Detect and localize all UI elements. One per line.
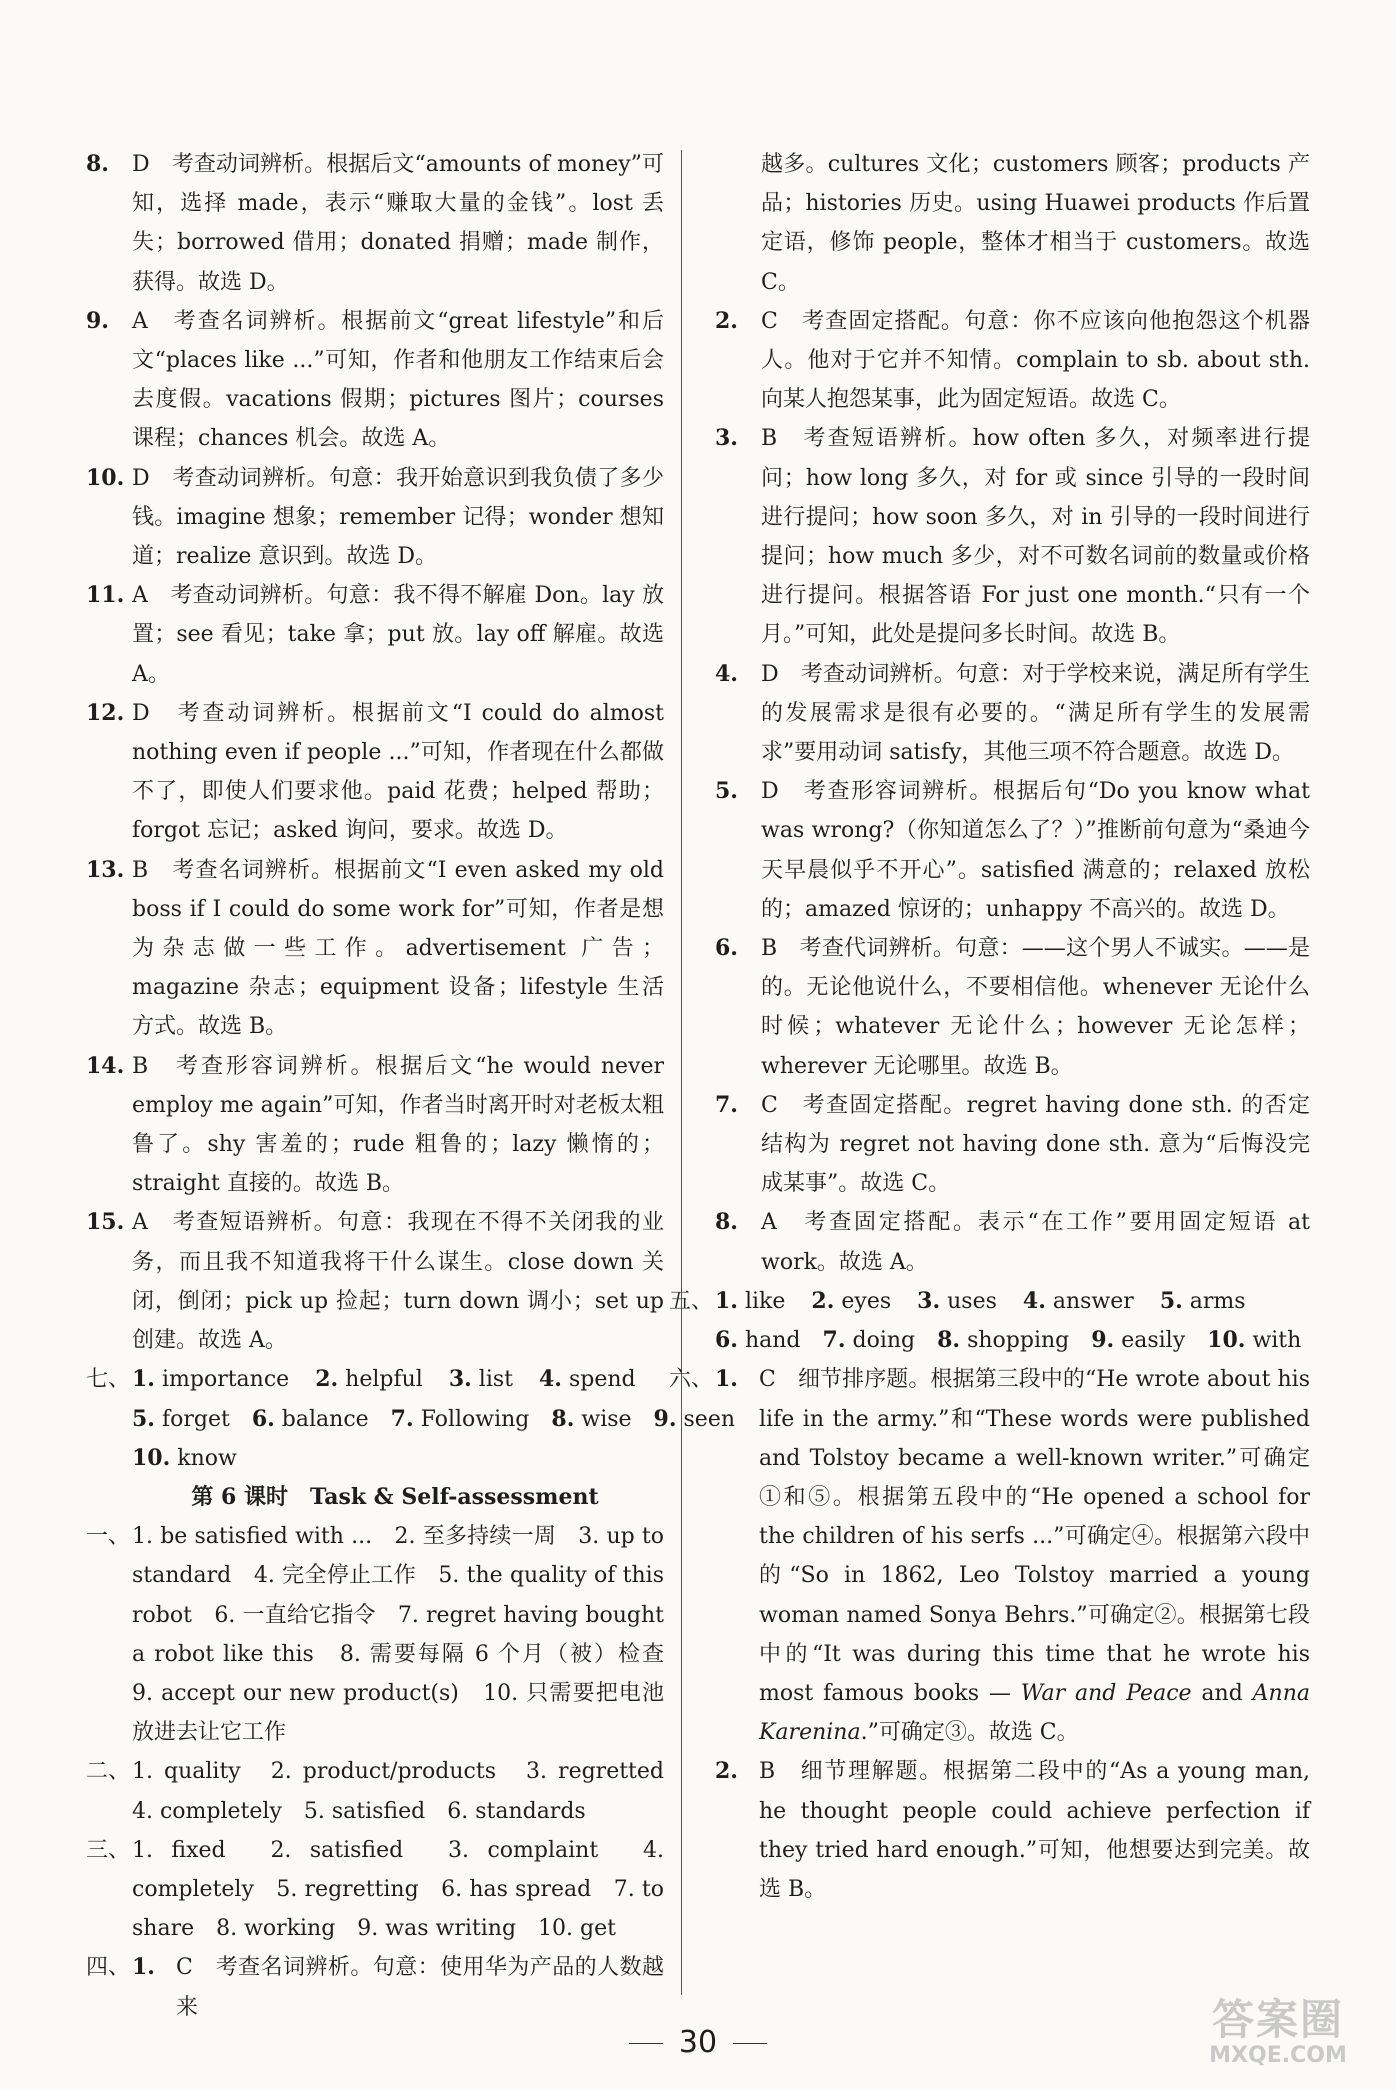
answer-item-8-right [715, 1203, 1310, 1281]
book-title: War and Peace [1020, 1680, 1192, 1706]
item-number: 6. [715, 935, 738, 962]
answer-item-3 [715, 419, 1310, 654]
section-five [669, 1282, 1310, 1360]
answer-cell: 9. easily [1091, 1327, 1186, 1354]
answer-cell: 3. uses [917, 1287, 997, 1314]
answer-item-5 [715, 772, 1310, 929]
section-six [669, 1360, 1310, 1909]
answer-cell: 1. importance [132, 1366, 290, 1393]
item-text: D 考查动词辨析。句意：我开始意识到我负债了多少钱。imagine 想象；remember 记得；wonder 想知道；realize 意识到。故选 D。 [132, 465, 664, 570]
section-mark: 五、 [669, 1288, 714, 1314]
item-text: B 考查名词辨析。根据前文“I even asked my old boss if I could do some work for”可知，作者是想为杂志做一些工作。advertisement 广告；magazine 杂志；equipment 设备；lifestyle 生活方式。故选 B。 [132, 857, 664, 1040]
answer-cell: 4. spend [538, 1366, 636, 1393]
answer-item-11 [86, 576, 664, 694]
page-number-dash-left [629, 2043, 663, 2044]
book-title: Anna Karenina [759, 1680, 1310, 1746]
item-text: A 考查动词辨析。句意：我不得不解雇 Don。lay 放置；see 看见；take 拿；put 放。lay off 解雇。故选 A。 [132, 583, 664, 687]
item-number: 2. [715, 1758, 738, 1785]
answer-item-7 [715, 1086, 1310, 1204]
item-number: 2. [715, 307, 738, 334]
section-mark: 七、 [86, 1367, 131, 1393]
answer-item-9 [86, 302, 664, 459]
section-six-item-1 [669, 1360, 1310, 1752]
answer-cell: 2. eyes [811, 1287, 892, 1314]
section-seven-line-1 [86, 1360, 664, 1399]
page-number-dash-right [733, 2043, 767, 2044]
item-text: D 考查动词辨析。句意：对于学校来说，满足所有学生的发展需求是很有必要的。“满足所有学生的发展需求”要用动词 satisfy，其他三项不符合题意。故选 D。 [761, 661, 1310, 766]
watermark-title: 答案圈 [1211, 1995, 1344, 2044]
item-number: 15. [86, 1209, 125, 1236]
item-number: 9. [86, 307, 109, 334]
answer-cell: 6. balance [251, 1405, 369, 1432]
section-mark: 四、 [86, 1955, 131, 1981]
section-text: 1. be satisfied with ... 2. 至多持续一周 3. up to standard 4. 完全停止工作 5. the quality of this robot 6. 一直给它指令 7. regret having bought a robot like this 8. 需要每隔 6 个月（被）检查 9. accept our new product(s) 10. 只需要把电池放进去让它工作 [132, 1524, 687, 1746]
item-text: B 考查形容词辨析。根据后文“he would never employ me again”可知，作者当时离开时对老板太粗鲁了。shy 害羞的；rude 粗鲁的；lazy 懒惰的；straight 直接的。故选 B。 [132, 1053, 664, 1197]
item-text: A 考查名词辨析。根据前文“great lifestyle”和后文“places like ...”可知，作者和他朋友工作结束后会去度假。vacations 假期；pictures 图片；courses 课程；chances 机会。故选 A。 [132, 308, 664, 452]
section-seven-line-2 [86, 1400, 736, 1439]
watermark-logo [1178, 1996, 1378, 2076]
item-text: A 考查短语辨析。句意：我现在不得不关闭我的业务，而且我不知道我将干什么谋生。close down 关闭，倒闭；pick up 捡起；turn down 调小；set up 创建。故选 A。 [132, 1210, 664, 1354]
item-number: 10. [86, 464, 125, 491]
item-text: C 细节排序题。根据第三段中的“He wrote about his life in the army.”和“These words were published and Tolstoy became a well-known writer.”可确定①和⑤。根据第五段中的“He opened a school for the children of his serfs ...”可确定④。根据第六段中的“So in 1862, Leo Tolstoy married a young woman named Sonya Behrs.”可确定②。根据第七段中的“It was during this time that he wrote his most famous books — [759, 1367, 1310, 1706]
section-seven-line-3 [86, 1439, 664, 1478]
answer-cell: 8. wise [551, 1405, 632, 1432]
continued-text: 越多。cultures 文化；customers 顾客；products 产品；histories 历史。using Huawei products 作后置定语，修饰 people，整体才相当于 customers。故选 C。 [761, 152, 1310, 295]
answer-cell: 7. doing [822, 1327, 916, 1354]
answer-cell: 5. forget [132, 1405, 230, 1432]
answer-item-6 [715, 929, 1310, 1086]
answer-cell: 5. arms [1159, 1287, 1246, 1314]
item-number: 3. [715, 425, 738, 452]
lesson-heading: 第 6 课时 Task & Self-assessment [191, 1483, 599, 1510]
item-number: 12. [86, 699, 125, 726]
item-number: 8. [86, 151, 109, 177]
section-text: 1. quality 2. product/products 3. regretted 4. completely 5. satisfied 6. standards [132, 1759, 687, 1824]
section-text: 1. fixed 2. satisfied 3. complaint 4. completely 5. regretting 6. has spread 7. to share 8. working 9. was writing 10. get [132, 1837, 664, 1942]
answer-item-8 [86, 145, 664, 302]
item-text: B 考查短语辨析。how often 多久，对频率进行提问；how long 多久，对 for 或 since 引导的一段时间进行提问；how soon 多久，对 in 引导的一段时间进行提问；how much 多少，对不可数名词前的数量或价格进行提问。根据答语 For just one month.“只有一个月。”可知，此处是提问多长时间。故选 B。 [761, 426, 1310, 648]
answer-cell: 7. Following [390, 1405, 530, 1432]
answer-item-10 [86, 459, 664, 577]
item-text: C 考查固定搭配。regret having done sth. 的否定结构为 regret not having done sth. 意为“后悔没完成某事”。故选 C。 [761, 1092, 1310, 1197]
item-text: D 考查动词辨析。根据前文“I could do almost nothing even if people ...”可知，作者现在什么都做不了，即使人们要求他。paid 花费；helped 帮助；forgot 忘记；asked 询问，要求。故选 D。 [132, 700, 664, 844]
item-text: C 考查固定搭配。句意：你不应该向他抱怨这个机器人。他对于它并不知情。complain to sb. about sth. 向某人抱怨某事，此为固定短语。故选 C。 [761, 308, 1310, 413]
section-three [86, 1831, 664, 1949]
page-number-text: 30 [678, 2025, 718, 2060]
section-four [86, 1948, 664, 2026]
item-number: 14. [86, 1052, 125, 1079]
item-number: 7. [715, 1091, 738, 1118]
answer-cell: 1. like [715, 1287, 786, 1314]
item-number: 5. [715, 778, 738, 805]
section-text: C 考查名词辨析。句意：使用华为产品的人数越来 [176, 1955, 664, 2020]
section-mark: 二、 [86, 1759, 131, 1785]
section-two [86, 1752, 687, 1830]
answer-cell: 3. list [448, 1366, 513, 1393]
item-text: B 细节理解题。根据第二段中的“As a young man, he thought people could achieve perfection if they tried hard enough.”可知，他想要达到完美。故选 B。 [759, 1759, 1310, 1902]
section-five-line-1 [669, 1282, 1310, 1321]
item-number: 4. [715, 660, 738, 687]
answer-item-14 [86, 1047, 664, 1204]
section-mark: 三、 [86, 1837, 131, 1863]
section-six-item-2 [669, 1752, 1310, 1909]
item-number: 11. [86, 582, 125, 609]
answer-cell: 4. answer [1022, 1287, 1134, 1314]
answer-cell: 8. shopping [937, 1327, 1070, 1354]
answer-cell: 9. seen [653, 1405, 736, 1432]
answer-cell: 10. with [1207, 1327, 1302, 1354]
item-number: 8. [715, 1209, 738, 1236]
section-mark: 六、 [669, 1367, 714, 1393]
item-text: D 考查形容词辨析。根据后句“Do you know what was wrong?（你知道怎么了？）”推断前句意为“桑迪今天早晨似乎不开心”。satisfied 满意的；relaxed 放松的；amazed 惊讶的；unhappy 不高兴的。故选 D。 [761, 779, 1310, 922]
answer-cell: 10. know [132, 1444, 237, 1471]
item-text: and [1191, 1680, 1253, 1706]
section-five-line-2 [669, 1321, 1310, 1360]
answer-item-15 [86, 1203, 664, 1360]
section-one [86, 1517, 687, 1752]
answer-item-12 [86, 694, 664, 851]
answer-item-4 [715, 655, 1310, 773]
section-seven [86, 1360, 736, 1478]
item-number: 1. [132, 1954, 155, 1981]
left-column [86, 145, 736, 2027]
watermark-url: MXQE.COM [1209, 2043, 1347, 2068]
item-text: D 考查动词辨析。根据后文“amounts of money”可知，选择 made，表示“赚取大量的金钱”。lost 丢失；borrowed 借用；donated 捐赠；made 制作，获得。故选 D。 [132, 152, 664, 295]
answer-cell: 6. hand [715, 1327, 801, 1354]
answer-cell: 2. helpful [315, 1366, 423, 1393]
item-number: 13. [86, 856, 125, 883]
answer-item-2 [715, 302, 1310, 420]
item-text: B 考查代词辨析。句意：——这个男人不诚实。——是的。无论他说什么，不要相信他。whenever 无论什么时候；whatever 无论什么；however 无论怎样；wherever 无论哪里。故选 B。 [761, 936, 1310, 1079]
answer-item-13 [86, 851, 664, 1047]
item-number: 1. [715, 1366, 738, 1393]
section-mark: 一、 [86, 1524, 131, 1550]
item-text: .”可确定③。故选 C。 [860, 1720, 1079, 1746]
item-text: A 考查固定搭配。表示“在工作”要用固定短语 at work。故选 A。 [761, 1210, 1310, 1275]
